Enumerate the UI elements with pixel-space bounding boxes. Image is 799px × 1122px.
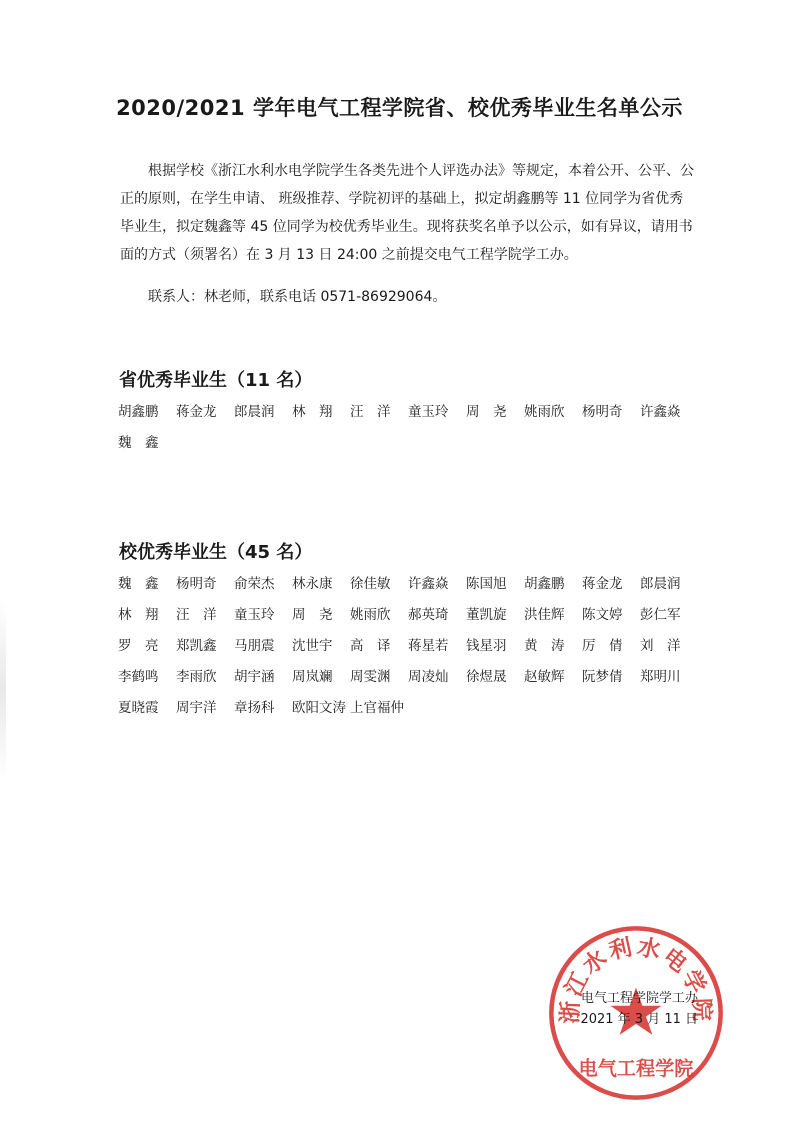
school-name-item: 上官福仲 [350,700,404,716]
school-name-list [118,572,698,727]
school-name-item: 章扬科 [234,700,275,716]
provincial-name-item: 林 翔 [292,404,333,420]
school-name-item: 赵敏辉 [524,669,565,685]
school-name-item: 林 翔 [118,607,159,623]
school-name-item: 董凯旋 [466,607,507,623]
school-name-item: 俞荣杰 [234,576,275,592]
school-name-item: 刘 洋 [640,638,681,654]
school-name-item: 沈世宇 [292,638,333,654]
issuing-office: 电气工程学院学工办 [580,991,698,1006]
provincial-name-item: 蒋金龙 [176,404,217,420]
school-name-item: 周 尧 [292,607,333,623]
contact-paragraph: 联系人：林老师，联系电话 0571-86929064。 [148,289,447,305]
school-name-item: 郑凯鑫 [176,638,217,654]
school-name-item: 彭仁军 [640,607,681,623]
provincial-name-item: 童玉玲 [408,404,449,420]
seal-top-text: 浙江水利水电学院 [557,933,715,1025]
provincial-name-item: 魏 鑫 [118,435,159,451]
seal-bottom-text: 电气工程学院 [578,1056,694,1080]
school-name-item: 洪佳辉 [524,607,565,623]
provincial-name-item: 胡鑫鹏 [118,404,159,420]
school-name-item: 李鹤鸣 [118,669,159,685]
school-name-item: 周岚斓 [292,669,333,685]
school-name-item: 周雯渊 [350,669,391,685]
school-name-item: 蒋星若 [408,638,449,654]
school-name-item: 胡宇涵 [234,669,275,685]
provincial-heading: 省优秀毕业生（11 名） [119,370,313,391]
school-name-item: 高 译 [350,638,391,654]
school-name-item: 徐煜晟 [466,669,507,685]
school-name-item: 周宇洋 [176,700,217,716]
school-name-item: 周凌灿 [408,669,449,685]
provincial-name-item: 杨明奇 [582,404,623,420]
provincial-name-item: 汪 洋 [350,404,391,420]
provincial-name-item: 姚雨欣 [524,404,565,420]
school-name-item: 欧阳文涛 [292,700,346,716]
school-name-item: 罗 亮 [118,638,159,654]
school-name-item: 钱星羽 [466,638,507,654]
school-name-item: 陈文婷 [582,607,623,623]
school-name-item: 夏晓霞 [118,700,159,716]
school-name-item: 马朋震 [234,638,275,654]
school-name-item: 黄 涛 [524,638,565,654]
school-name-item: 姚雨欣 [350,607,391,623]
school-name-item: 郝英琦 [408,607,449,623]
issue-date: 2021 年 3 月 11 日 [580,1012,698,1027]
provincial-name-item: 周 尧 [466,404,507,420]
school-name-item: 李雨欣 [176,669,217,685]
school-name-item: 林永康 [292,576,333,592]
school-name-item: 童玉玲 [234,607,275,623]
school-name-item: 杨明奇 [176,576,217,592]
school-name-item: 郑明川 [640,669,681,685]
school-name-item: 胡鑫鹏 [524,576,565,592]
page-title: 2020/2021 学年电气工程学院省、校优秀毕业生名单公示 [116,96,683,120]
school-name-item: 厉 倩 [582,638,623,654]
school-heading: 校优秀毕业生（45 名） [119,542,313,563]
school-name-item: 陈国旭 [466,576,507,592]
school-name-item: 魏 鑫 [118,576,159,592]
school-name-item: 徐佳敏 [350,576,391,592]
school-name-item: 蒋金龙 [582,576,623,592]
school-name-item: 汪 洋 [176,607,217,623]
school-name-item: 阮梦倩 [582,669,623,685]
provincial-name-list [118,400,698,462]
provincial-name-item: 郎晨润 [234,404,275,420]
school-name-item: 郎晨润 [640,576,681,592]
scan-edge-shadow [0,600,6,780]
provincial-name-item: 许鑫焱 [640,404,681,420]
school-name-item: 许鑫焱 [408,576,449,592]
announcement-paragraph: 根据学校《浙江水利水电学院学生各类先进个人评选办法》等规定，本着公开、公平、公正的原则，在学生申请、 班级推荐、学院初评的基础上，拟定胡鑫鹏等 11 位同学为省优秀毕业生，拟定魏鑫等 45 位同学为校优秀毕业生。现将获奖名单予以公示，如有异议，请用书面的方式（须署名）在 3 月 13 日 24:00 之前提交电气工程学院学工办。 [120,163,694,263]
